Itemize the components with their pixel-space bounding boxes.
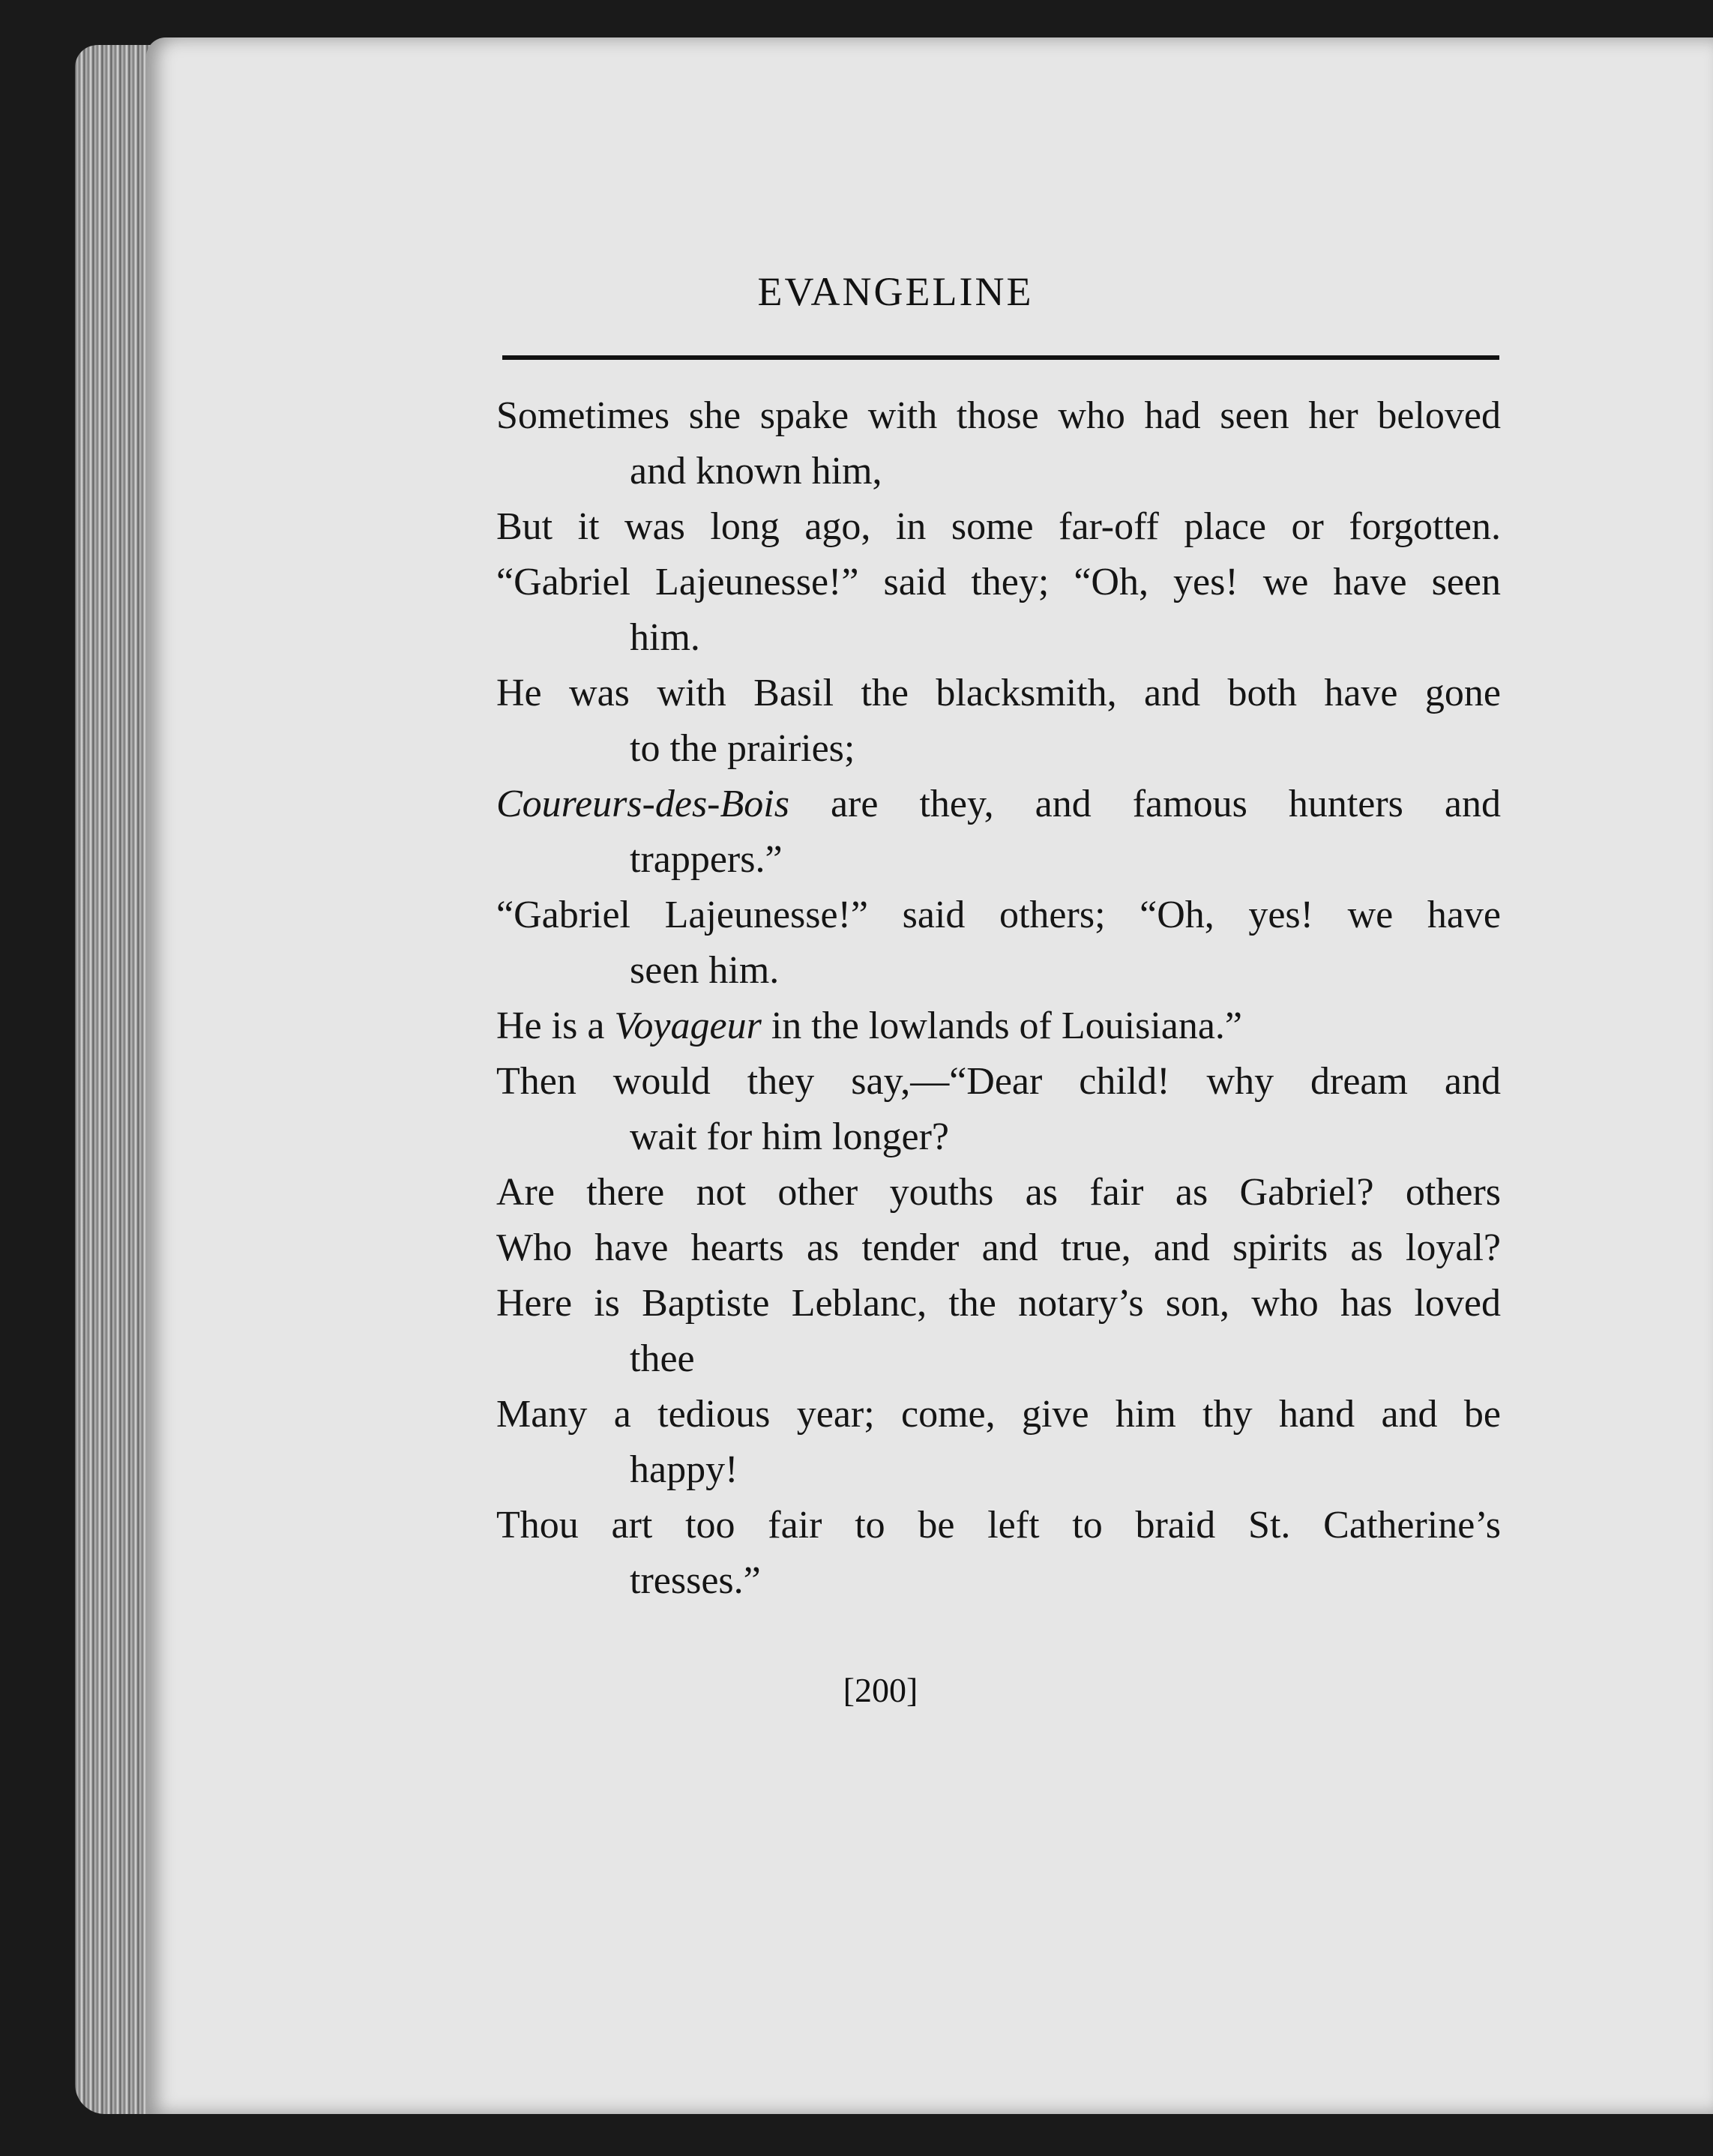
- poem-line-continuation: [496, 1553, 1501, 1609]
- poem-line-text: But it was long ago, in some far-off place or forgotten.: [496, 505, 1501, 548]
- running-head: EVANGELINE: [757, 269, 1034, 314]
- poem-line-text: happy!: [630, 1448, 738, 1491]
- poem-line-continuation: [496, 1442, 1501, 1498]
- poem-line-text: are they, and famous hunters and: [789, 783, 1501, 825]
- poem-italic-text: Coureurs-des-Bois: [496, 783, 789, 825]
- poem-line: [496, 1498, 1501, 1553]
- poem-line-text: thee: [630, 1337, 695, 1380]
- poem-line: [496, 1387, 1501, 1442]
- poem-line: [496, 777, 1501, 832]
- poem-text: [496, 388, 1501, 1609]
- poem-line: [496, 555, 1501, 610]
- page-number: [200]: [843, 1671, 918, 1709]
- poem-italic-text: Voyageur: [614, 1005, 762, 1047]
- poem-line-text: Thou art too fair to be left to braid St. Catherine’s: [496, 1504, 1501, 1547]
- poem-line-text: Many a tedious year; come, give him thy hand and be: [496, 1393, 1501, 1436]
- poem-line: [496, 388, 1501, 444]
- poem-line: [496, 999, 1501, 1054]
- poem-line: [496, 888, 1501, 943]
- poem-line-text: Are there not other youths as fair as Gabriel? others: [496, 1171, 1501, 1214]
- poem-line-text: seen him.: [630, 949, 780, 992]
- poem-line-text: Who have hearts as tender and true, and spirits as loyal?: [496, 1226, 1501, 1269]
- poem-line: [496, 499, 1501, 555]
- poem-line-continuation: [496, 943, 1501, 999]
- poem-line-text: Here is Baptiste Leblanc, the notary’s son, who has loved: [496, 1282, 1501, 1325]
- poem-line-text: Then would they say,—“Dear child! why dream and: [496, 1060, 1501, 1103]
- poem-line-continuation: [496, 832, 1501, 888]
- poem-line-text: “Gabriel Lajeunesse!” said they; “Oh, yes! we have seen: [496, 561, 1501, 603]
- header-rule: [502, 355, 1499, 360]
- poem-line: [496, 666, 1501, 721]
- poem-line-continuation: [496, 1331, 1501, 1387]
- poem-line-text: trappers.”: [630, 838, 783, 881]
- poem-line-text: “Gabriel Lajeunesse!” said others; “Oh, yes! we have: [496, 894, 1501, 936]
- poem-line-text: wait for him longer?: [630, 1115, 949, 1158]
- poem-line-continuation: [496, 610, 1501, 666]
- poem-line: [496, 1165, 1501, 1220]
- poem-line-text: in the lowlands of Louisiana.”: [761, 1005, 1243, 1047]
- poem-line-text: He was with Basil the blacksmith, and both have gone: [496, 672, 1501, 714]
- poem-line-text: tresses.”: [630, 1559, 761, 1602]
- poem-line: [496, 1054, 1501, 1109]
- poem-line-continuation: [496, 444, 1501, 499]
- poem-line-text: to the prairies;: [630, 727, 855, 770]
- poem-line-text: and known him,: [630, 450, 882, 493]
- poem-line: [496, 1276, 1501, 1331]
- poem-line-text: him.: [630, 616, 700, 659]
- poem-line-continuation: [496, 1109, 1501, 1165]
- poem-line-text: Sometimes she spake with those who had seen her beloved: [496, 394, 1501, 437]
- poem-line-text: He is a: [496, 1005, 615, 1047]
- poem-line: [496, 1220, 1501, 1276]
- poem-line-continuation: [496, 721, 1501, 777]
